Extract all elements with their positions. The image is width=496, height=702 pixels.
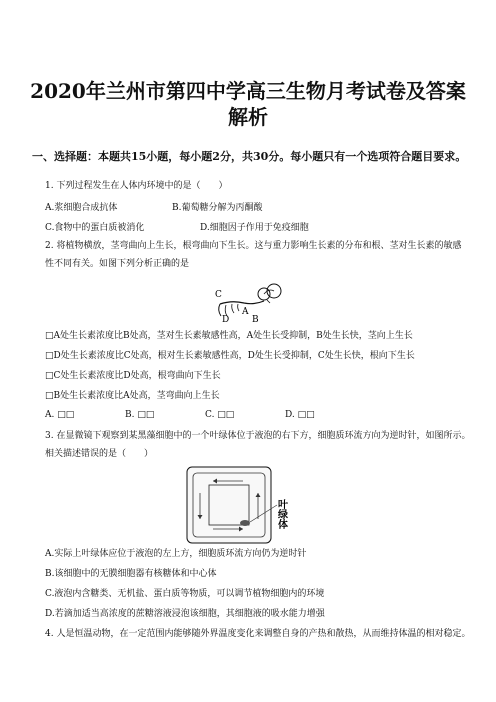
q2-option-c: C. □□ xyxy=(205,410,235,420)
q3-figure-label-chloroplast: 叶绿体 xyxy=(275,499,287,529)
q2-option-d: D. □□ xyxy=(285,410,315,420)
q1-option-c: C.食物中的蛋白质被消化 xyxy=(45,223,145,233)
q1-option-a: A.浆细胞合成抗体 xyxy=(45,203,118,213)
q1-option-d: D.细胞因子作用于免疫细胞 xyxy=(200,223,309,233)
q3-cell-figure xyxy=(185,465,307,545)
q2-option-b: B. □□ xyxy=(125,410,155,420)
q4-stem: 4. 人是恒温动物，在一定范围内能够随外界温度变化来调整自身的产热和散热，从而维持体温的相对稳定。 xyxy=(45,629,471,639)
q3-option-a: A.实际上叶绿体应位于液泡的左上方，细胞质环流方向仍为逆时针 xyxy=(45,549,307,559)
q3-option-d: D.若滴加适当高浓度的蔗糖溶液浸泡该细胞，其细胞液的吸水能力增强 xyxy=(45,609,325,619)
q2-statement-4: □B处生长素浓度比A处高，茎弯曲向上生长 xyxy=(45,391,220,401)
q3-option-b: B.该细胞中的无膜细胞器有核糖体和中心体 xyxy=(45,569,217,579)
q2-statement-1: □A处生长素浓度比B处高，茎对生长素敏感性高，A处生长受抑制，B处生长快，茎向上生长 xyxy=(45,331,413,341)
q2-option-a: A. □□ xyxy=(45,410,75,420)
q2-stem-line2: 性不同有关。如图下列分析正确的是 xyxy=(45,259,190,269)
q3-stem-line2: 相关描述错误的是（ ） xyxy=(45,449,154,459)
q2-statement-2: □D处生长素浓度比C处高，根对生长素敏感性高，D处生长受抑制，C处生长快，根向下生长 xyxy=(45,351,415,361)
section-header: 一、选择题：本题共15小题，每小题2分，共30分。每小题只有一个选项符合题目要求。 xyxy=(32,150,467,163)
q2-figure-label-a: A xyxy=(242,307,249,317)
q1-option-b: B.葡萄糖分解为丙酮酸 xyxy=(172,203,263,213)
q2-figure-label-d: D xyxy=(222,315,230,324)
q2-figure-label-b: B xyxy=(252,315,259,324)
q1-stem: 1. 下列过程发生在人体内环境中的是（ ） xyxy=(45,181,228,191)
q2-stem-line1: 2. 将植物横放，茎弯曲向上生长，根弯曲向下生长。这与重力影响生长素的分布和根、茎对生长素的敏感 xyxy=(45,241,462,251)
q3-option-c: C.液泡内含糖类、无机盐、蛋白质等物质，可以调节植物细胞内的环境 xyxy=(45,589,325,599)
q2-plant-figure xyxy=(212,280,292,324)
document-title-line1: 2020年兰州市第四中学高三生物月考试卷及答案 xyxy=(30,79,466,103)
q2-figure-label-c: C xyxy=(215,290,222,300)
q3-stem-line1: 3. 在显微镜下观察到某黑藻细胞中的一个叶绿体位于液泡的右下方，细胞质环流方向为逆时针，如图所示。 xyxy=(45,431,471,441)
q2-statement-3: □C处生长素浓度比D处高，根弯曲向下生长 xyxy=(45,371,221,381)
document-title-line2: 解析 xyxy=(228,105,268,129)
